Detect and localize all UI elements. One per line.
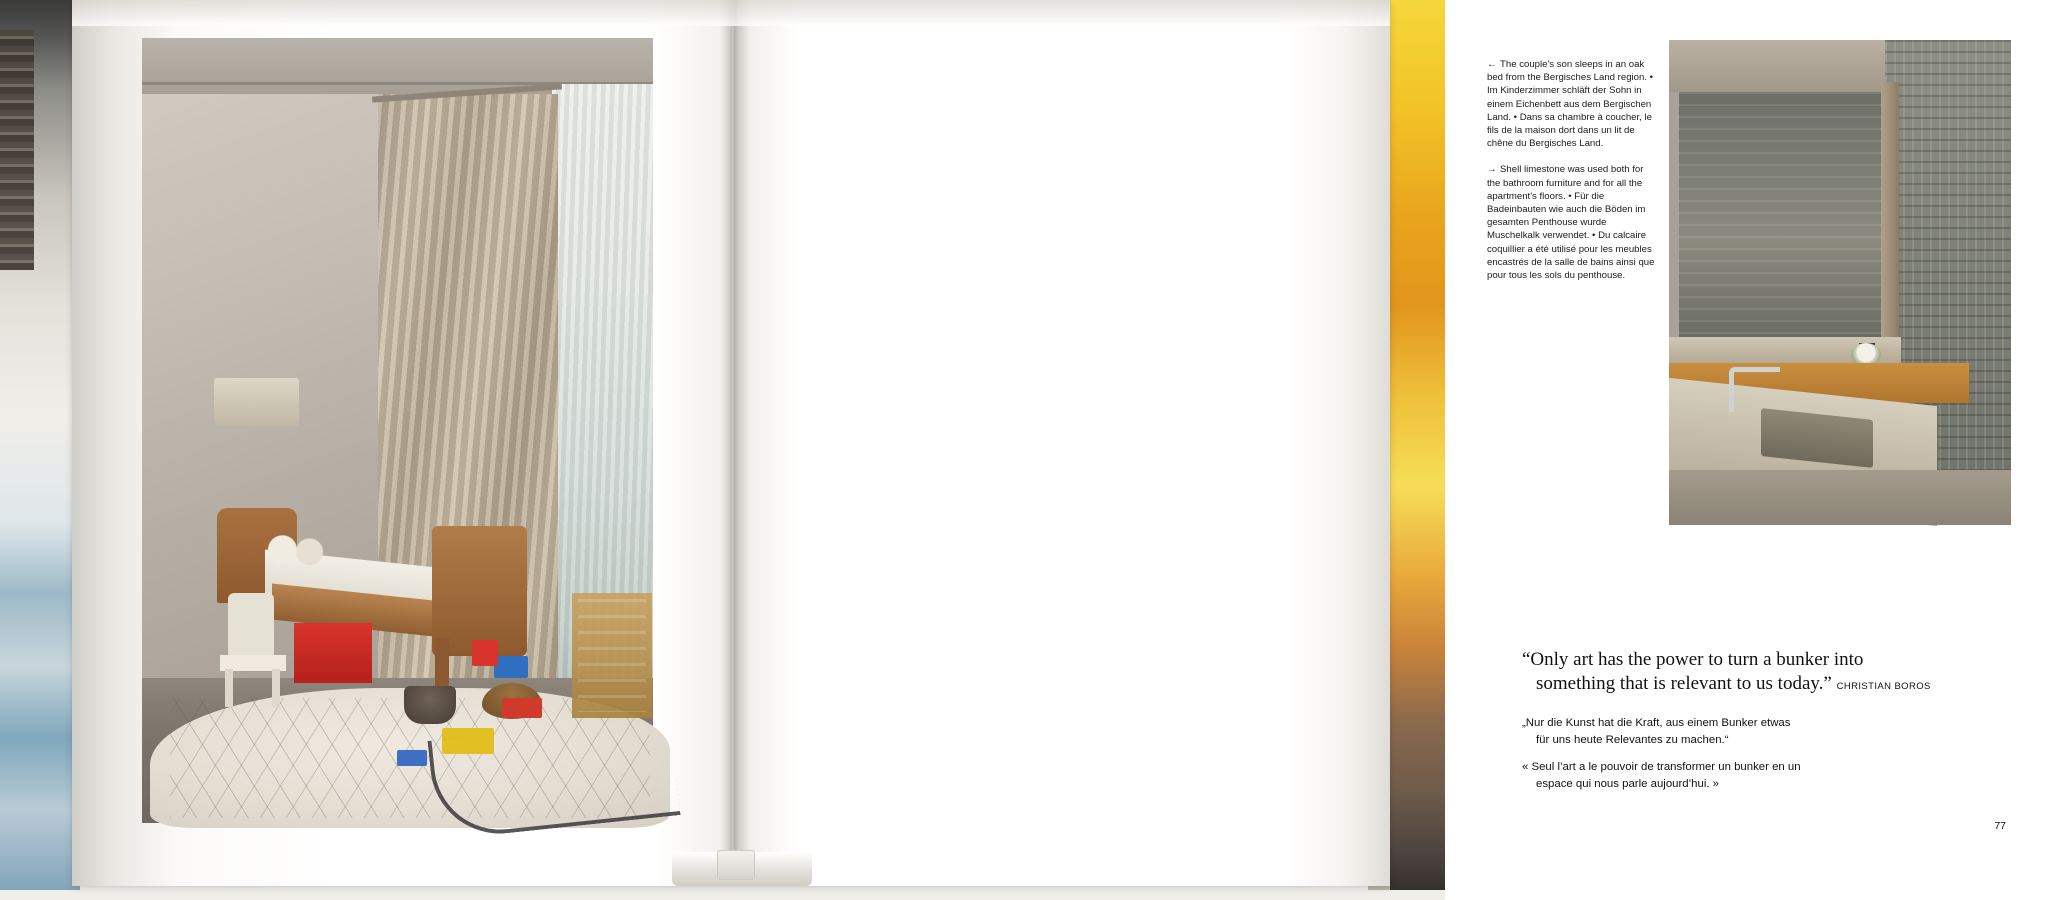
toy-block-red <box>472 640 498 666</box>
chair-back <box>228 593 274 659</box>
background-left-strip <box>0 0 80 900</box>
red-toy-box <box>294 623 372 683</box>
toy-block-blue <box>494 656 528 678</box>
quote-english-line2-text: something that is relevant to us today.” <box>1536 673 1832 694</box>
bed-footboard <box>432 526 527 656</box>
left-page <box>72 0 732 886</box>
child-bedroom-photo <box>142 38 653 823</box>
page-top-edge <box>72 0 1390 26</box>
quote-french-line2: espace qui nous parle aujourd’hui. » <box>1536 778 1720 790</box>
caption-column <box>1487 58 1659 295</box>
quote-english-line1: “Only art has the power to turn a bunker into <box>1522 649 1864 670</box>
limestone-floor <box>1669 470 2011 525</box>
caption-left-photo <box>1487 58 1659 150</box>
quote-french <box>1522 759 1942 793</box>
chair-leg-left <box>225 669 233 707</box>
stuffed-animals <box>260 533 335 575</box>
pull-quote <box>1522 648 1942 793</box>
mirror-frame <box>1881 82 1899 344</box>
quote-german-line1: „Nur die Kunst hat die Kraft, aus einem Bunker etwas <box>1522 717 1791 729</box>
quote-attribution: CHRISTIAN BOROS <box>1836 681 1931 692</box>
quote-french-line1: « Seul l’art a le pouvoir de transformer un bunker en un <box>1522 761 1801 773</box>
wall-relief-fragment <box>214 378 299 426</box>
caption-left-photo-text: The couple's son sleeps in an oak bed from the Bergisches Land region. • Im Kinderzimmer schläft der Sohn in einem Eichenbett aus dem Bergischen Land. • Dans sa chambre à coucher, le fils de la maison dort dans un lit de chêne du Bergisches Land. <box>1487 59 1654 150</box>
toy-block-blue-2 <box>397 750 427 766</box>
caption-right-photo <box>1487 163 1659 282</box>
arrow-right-icon: → <box>1487 164 1497 176</box>
faucet <box>1729 367 1780 412</box>
quote-english <box>1522 648 1942 699</box>
upper-wall <box>1669 40 1901 92</box>
background-bottom-strip <box>0 890 1445 900</box>
metal-pot <box>404 686 456 724</box>
quote-german <box>1522 715 1942 749</box>
bathroom-photo <box>1669 40 2011 525</box>
arrow-left-icon: ← <box>1487 59 1497 70</box>
caption-right-photo-text: Shell limestone was used both for the bathroom furniture and for all the apartment's floors. • Für die Badeinbauten wie auch die Böden im gesamten Penthouse wurde Muschelkalk verwendet. • Du calcaire coquillier a été utilisé pour les meubles encastrés de la salle de bains ainsi que pour tous les sols du penthouse. <box>1487 164 1655 282</box>
page-number: 77 <box>1994 820 2006 832</box>
open-book <box>72 0 2006 886</box>
toy-shelf <box>572 593 652 718</box>
book-spine-tab <box>717 850 755 880</box>
quote-german-line2: für uns heute Relevantes zu machen.“ <box>1536 734 1729 746</box>
mirror <box>1679 92 1881 337</box>
toy-block-red-2 <box>502 698 542 718</box>
bookshelf-blur <box>0 30 34 270</box>
right-page <box>732 0 2006 886</box>
chair-leg-right <box>272 669 280 707</box>
book-gutter <box>720 0 750 886</box>
quote-english-line2 <box>1522 672 1942 699</box>
quote-translations <box>1522 715 1942 793</box>
child-chair <box>220 593 290 708</box>
